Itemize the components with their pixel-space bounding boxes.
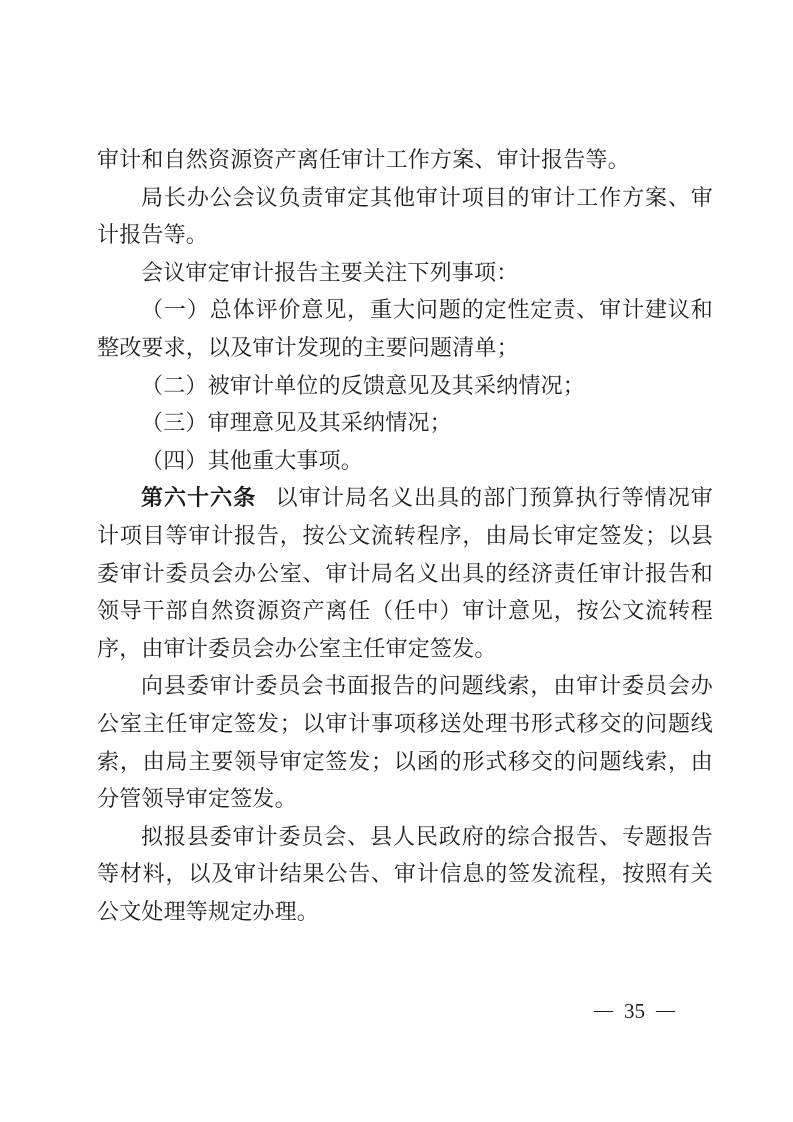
paragraph: 拟报县委审计委员会、县人民政府的综合报告、专题报告等材料，以及审计结果公告、审计信息的签发流程，按照有关公文处理等规定办理。 [97,823,713,924]
page-footer [594,999,675,1024]
paragraph: 向县委审计委员会书面报告的问题线索，由审计委员会办公室主任审定签发；以审计事项移送处理书形式移交的问题线索，由局主要领导审定签发；以函的形式移交的问题线索，由分管领导审定签发。 [97,673,713,812]
article-number-heading: 第六十六条 [141,485,257,511]
list-item-4: （四）其他重大事项。 [141,447,364,473]
list-item-1: （一）总体评价意见，重大问题的定性定责、审计建议和整改要求，以及审计发现的主要问题清单； [97,297,713,360]
article-text: 以审计局名义出具的部门预算执行等情况审计项目等审计报告，按公文流转程序，由局长审定签发；以县委审计委员会办公室、审计局名义出具的经济责任审计报告和领导干部自然资源资产离任（任中）审计意见，按公文流转程序，由审计委员会办公室主任审定签发。 [97,485,713,661]
list-item-2: （二）被审计单位的反馈意见及其采纳情况； [141,372,586,398]
footer-dash-left: — [594,1000,613,1021]
paragraph: 局长办公会议负责审定其他审计项目的审计工作方案、审计报告等。 [97,184,713,248]
paragraph-article-66 [97,479,713,667]
page-number: 35 [624,999,645,1023]
paragraph-continuation: 审计和自然资源资产离任审计工作方案、审计报告等。 [97,147,630,172]
list-item-3: （三）审理意见及其采纳情况； [141,410,452,436]
document-body [97,141,713,930]
paragraph: 会议审定审计报告主要关注下列事项： [141,259,519,285]
footer-dash-right: — [656,1000,675,1021]
